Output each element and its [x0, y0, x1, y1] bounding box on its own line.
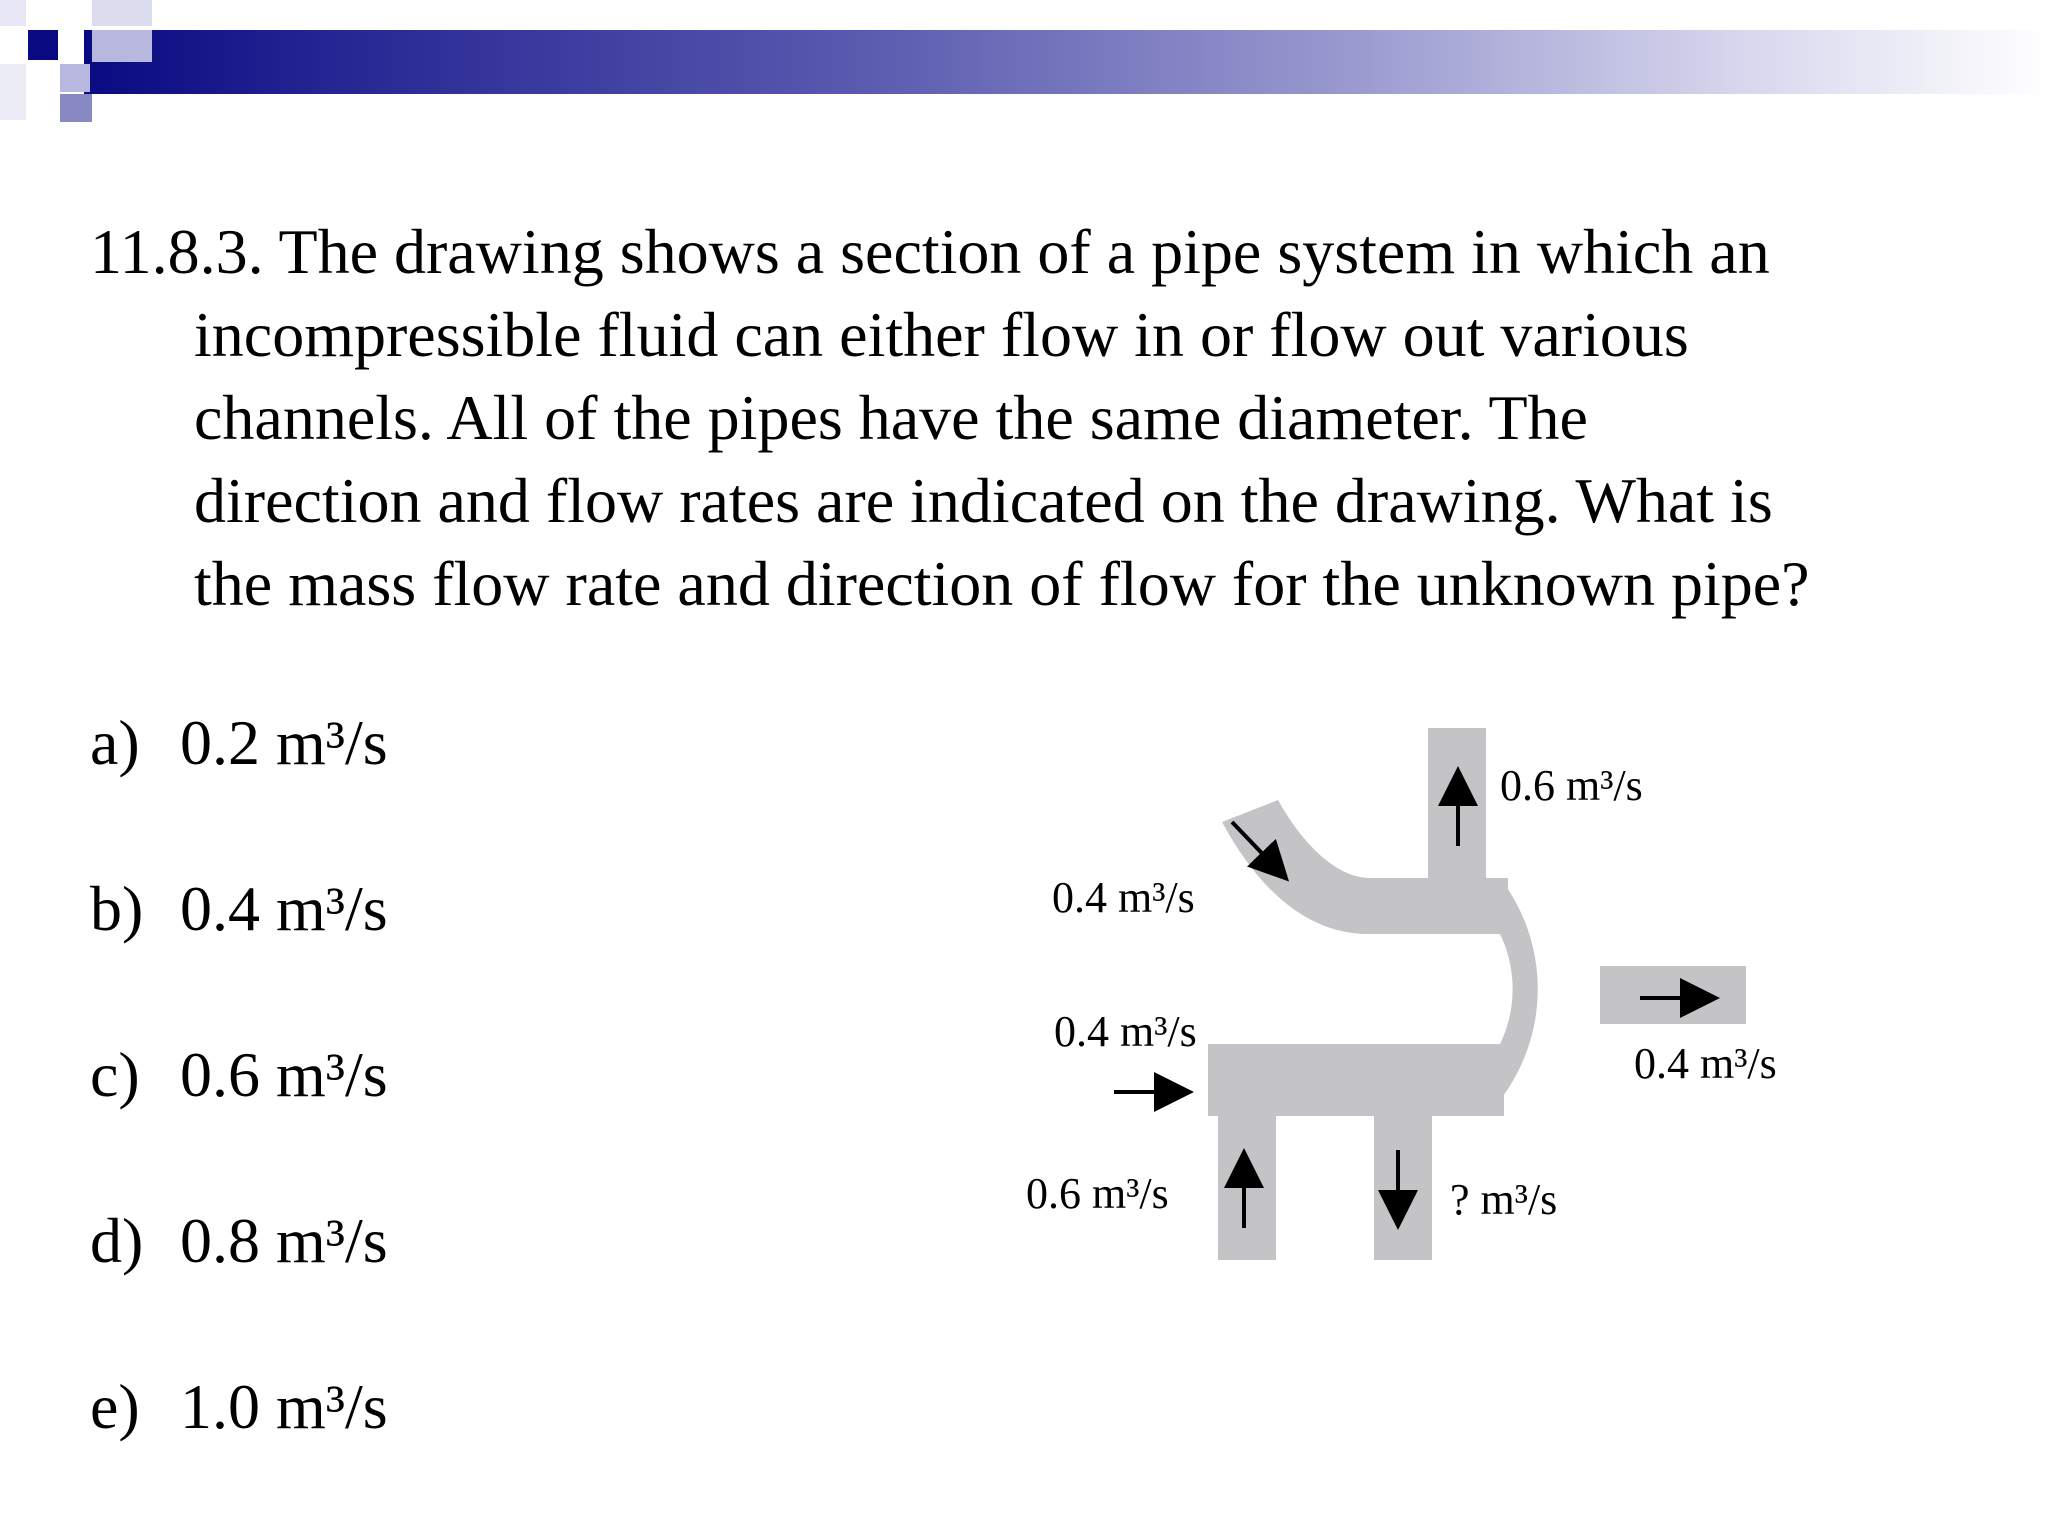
option-value: 0.6 m³/s: [180, 1039, 388, 1110]
question-line: channels. All of the pipes have the same diameter. The: [194, 382, 1588, 453]
option-value: 0.8 m³/s: [180, 1205, 388, 1276]
option-letter: b): [90, 873, 144, 944]
pipe-bottom-left: [1218, 1100, 1276, 1260]
option-letter: e): [90, 1371, 140, 1442]
pipe-bottom-right: [1374, 1100, 1432, 1260]
option-letter: a): [90, 707, 140, 778]
label-unknown-flow: ? m³/s: [1450, 1175, 1558, 1224]
pipe-right-outlet: [1600, 966, 1746, 1024]
option-letter: c): [90, 1039, 140, 1110]
question-line: 11.8.3. The drawing shows a section of a pipe system in which an: [90, 216, 1770, 287]
question-line: incompressible fluid can either flow in or flow out various: [194, 299, 1689, 370]
option-value: 0.2 m³/s: [180, 707, 388, 778]
option-value: 0.4 m³/s: [180, 873, 388, 944]
option-value: 1.0 m³/s: [180, 1371, 388, 1442]
pipe-right-bend: [1500, 878, 1538, 1100]
label-bottom-left-inflow: 0.6 m³/s: [1026, 1169, 1169, 1218]
question-number: 11.8.3.: [90, 216, 264, 287]
label-upper-left-inflow: 0.4 m³/s: [1052, 873, 1195, 922]
label-right-outflow: 0.4 m³/s: [1634, 1039, 1777, 1088]
label-top-outflow: 0.6 m³/s: [1500, 761, 1643, 810]
label-left-inflow: 0.4 m³/s: [1054, 1007, 1197, 1056]
question-line: the mass flow rate and direction of flow for the unknown pipe?: [194, 548, 1810, 619]
option-letter: d): [90, 1205, 144, 1276]
question-line: direction and flow rates are indicated on the drawing. What is: [194, 465, 1773, 536]
pipe-upper-horizontal: [1368, 878, 1508, 934]
